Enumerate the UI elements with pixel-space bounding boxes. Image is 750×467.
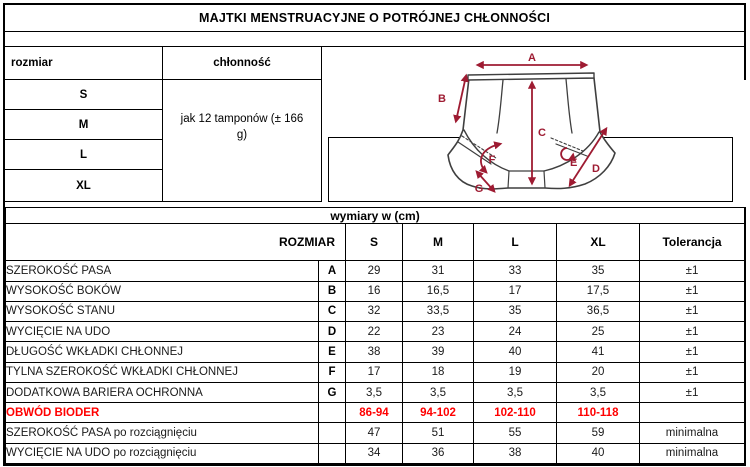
- dimensions-table: [5, 207, 745, 464]
- row-letter: C: [319, 301, 346, 321]
- label-B: B: [438, 93, 446, 105]
- absorbency-column-header: chłonność: [163, 47, 322, 80]
- col-header-xl: XL: [557, 224, 640, 261]
- table-row: [6, 443, 745, 463]
- value-l: 55: [474, 423, 557, 443]
- table-row: [6, 423, 745, 443]
- value-m: 23: [403, 322, 474, 342]
- size-option-xl: XL: [5, 170, 163, 202]
- value-tolerance: minimalna: [640, 443, 745, 463]
- value-xl: 59: [557, 423, 640, 443]
- value-s: 34: [346, 443, 403, 463]
- label-A: A: [528, 52, 536, 64]
- size-option-s: S: [5, 80, 163, 110]
- table-row: [6, 261, 745, 281]
- value-m: 94-102: [403, 403, 474, 423]
- row-label: WYSOKOŚĆ STANU: [6, 301, 319, 321]
- row-label: DODATKOWA BARIERA OCHRONNA: [6, 382, 319, 402]
- section-title-row: [6, 208, 745, 224]
- value-xl: 25: [557, 322, 640, 342]
- value-xl: 3,5: [557, 382, 640, 402]
- border-line: [744, 3, 746, 80]
- border-line: [3, 464, 746, 466]
- value-tolerance: minimalna: [640, 423, 745, 443]
- value-s: 32: [346, 301, 403, 321]
- value-tolerance: ±1: [640, 261, 745, 281]
- label-G: G: [474, 183, 484, 195]
- table-row: [6, 322, 745, 342]
- col-header-tolerance: Tolerancja: [640, 224, 745, 261]
- value-l: 33: [474, 261, 557, 281]
- row-label: SZEROKOŚĆ PASA po rozciągnięciu: [6, 423, 319, 443]
- value-s: 86-94: [346, 403, 403, 423]
- value-l: 3,5: [474, 382, 557, 402]
- value-s: 29: [346, 261, 403, 281]
- value-l: 102-110: [474, 403, 557, 423]
- value-xl: 17,5: [557, 281, 640, 301]
- value-tolerance: [640, 403, 745, 423]
- value-m: 16,5: [403, 281, 474, 301]
- value-l: 19: [474, 362, 557, 382]
- value-m: 51: [403, 423, 474, 443]
- col-header-m: M: [403, 224, 474, 261]
- row-letter: E: [319, 342, 346, 362]
- column-header-row: [6, 224, 745, 261]
- table-row: [6, 281, 745, 301]
- value-l: 24: [474, 322, 557, 342]
- value-l: 35: [474, 301, 557, 321]
- value-l: 40: [474, 342, 557, 362]
- value-tolerance: ±1: [640, 301, 745, 321]
- absorbency-value: jak 12 tamponów (± 166 g): [163, 80, 322, 202]
- value-s: 16: [346, 281, 403, 301]
- value-tolerance: ±1: [640, 362, 745, 382]
- value-m: 33,5: [403, 301, 474, 321]
- value-l: 17: [474, 281, 557, 301]
- table-row: [6, 382, 745, 402]
- table-row: [6, 342, 745, 362]
- row-label: DŁUGOŚĆ WKŁADKI CHŁONNEJ: [6, 342, 319, 362]
- row-letter: G: [319, 382, 346, 402]
- value-m: 36: [403, 443, 474, 463]
- value-m: 31: [403, 261, 474, 281]
- table-row: [6, 301, 745, 321]
- label-D: D: [592, 163, 600, 175]
- empty-row: [5, 32, 744, 47]
- value-tolerance: ±1: [640, 322, 745, 342]
- row-label: WYCIĘCIE NA UDO po rozciągnięciu: [6, 443, 319, 463]
- col-header-s: S: [346, 224, 403, 261]
- row-label: SZEROKOŚĆ PASA: [6, 261, 319, 281]
- value-s: 22: [346, 322, 403, 342]
- value-s: 47: [346, 423, 403, 443]
- value-m: 39: [403, 342, 474, 362]
- row-label: TYLNA SZEROKOŚĆ WKŁADKI CHŁONNEJ: [6, 362, 319, 382]
- label-E: E: [570, 157, 578, 169]
- value-s: 17: [346, 362, 403, 382]
- value-tolerance: ±1: [640, 342, 745, 362]
- label-C: C: [538, 127, 546, 139]
- row-label: WYCIĘCIE NA UDO: [6, 322, 319, 342]
- row-letter: A: [319, 261, 346, 281]
- row-label: OBWÓD BIODER: [6, 403, 319, 423]
- label-F: F: [488, 154, 496, 166]
- dimensions-section-title: wymiary w (cm): [6, 208, 745, 224]
- waistband: [468, 73, 594, 80]
- row-letter: F: [319, 362, 346, 382]
- page-title: MAJTKI MENSTRUACYJNE O POTRÓJNEJ CHŁONNOŚCI: [5, 5, 744, 32]
- value-xl: 20: [557, 362, 640, 382]
- rozmiar-header: ROZMIAR: [6, 224, 346, 261]
- value-m: 3,5: [403, 382, 474, 402]
- size-column-header: rozmiar: [5, 47, 163, 80]
- row-letter: D: [319, 322, 346, 342]
- table-row-hip-circumference: [6, 403, 745, 423]
- size-option-m: M: [5, 110, 163, 140]
- value-tolerance: ±1: [640, 382, 745, 402]
- size-option-l: L: [5, 140, 163, 170]
- value-xl: 41: [557, 342, 640, 362]
- panty-measurement-diagram: [420, 50, 642, 205]
- value-s: 38: [346, 342, 403, 362]
- row-letter: [319, 443, 346, 463]
- row-letter: B: [319, 281, 346, 301]
- col-header-l: L: [474, 224, 557, 261]
- value-xl: 35: [557, 261, 640, 281]
- value-l: 38: [474, 443, 557, 463]
- value-xl: 36,5: [557, 301, 640, 321]
- value-tolerance: ±1: [640, 281, 745, 301]
- row-label: WYSOKOŚĆ BOKÓW: [6, 281, 319, 301]
- row-letter: [319, 423, 346, 443]
- row-letter: [319, 403, 346, 423]
- table-row: [6, 362, 745, 382]
- value-xl: 110-118: [557, 403, 640, 423]
- value-s: 3,5: [346, 382, 403, 402]
- value-m: 18: [403, 362, 474, 382]
- value-xl: 40: [557, 443, 640, 463]
